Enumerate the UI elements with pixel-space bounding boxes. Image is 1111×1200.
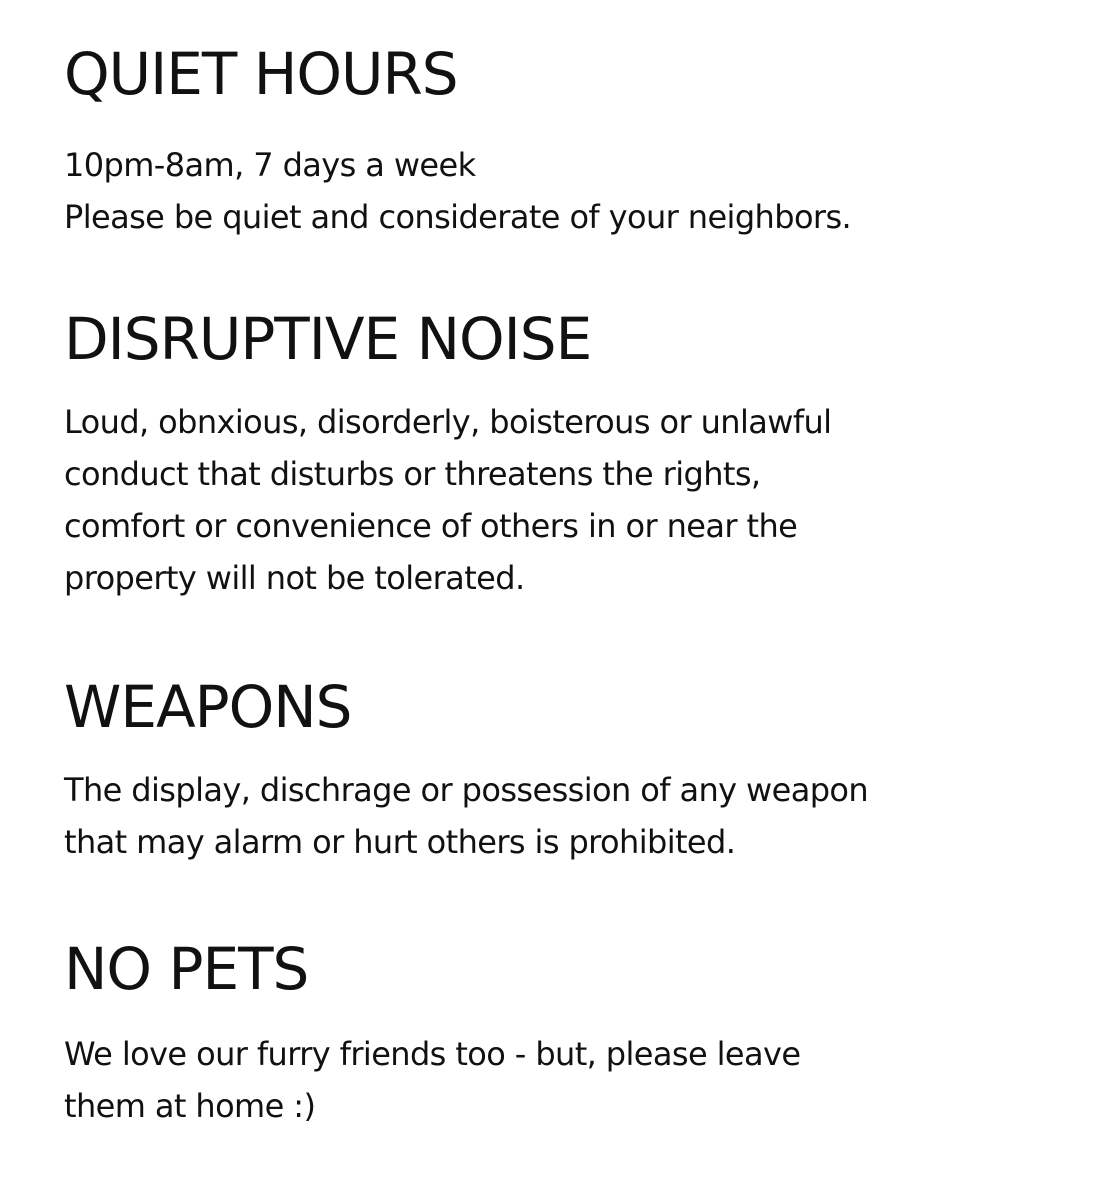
section-body bbox=[64, 1028, 1054, 1132]
section-heading: NO PETS bbox=[64, 935, 309, 1003]
disruptive-noise-section bbox=[64, 305, 1054, 604]
section-heading: QUIET HOURS bbox=[64, 40, 458, 108]
section-heading: DISRUPTIVE NOISE bbox=[64, 305, 592, 373]
body-line: The display, dischrage or possession of any weapon bbox=[64, 771, 869, 809]
no-pets-section bbox=[64, 935, 1054, 1132]
section-body bbox=[64, 139, 1054, 243]
body-line: them at home :) bbox=[64, 1087, 316, 1125]
body-line: Loud, obnxious, disorderly, boisterous or unlawful bbox=[64, 403, 832, 441]
body-line: property will not be tolerated. bbox=[64, 559, 525, 597]
body-line: 10pm-8am, 7 days a week bbox=[64, 146, 476, 184]
body-line: comfort or convenience of others in or near the bbox=[64, 507, 798, 545]
body-line: conduct that disturbs or threatens the rights, bbox=[64, 455, 761, 493]
body-line: We love our furry friends too - but, please leave bbox=[64, 1035, 801, 1073]
quiet-hours-section bbox=[64, 40, 1054, 243]
section-body bbox=[64, 396, 1054, 604]
body-line: Please be quiet and considerate of your neighbors. bbox=[64, 198, 852, 236]
section-heading: WEAPONS bbox=[64, 673, 352, 741]
section-body bbox=[64, 764, 1054, 868]
weapons-section bbox=[64, 673, 1054, 868]
body-line: that may alarm or hurt others is prohibited. bbox=[64, 823, 736, 861]
